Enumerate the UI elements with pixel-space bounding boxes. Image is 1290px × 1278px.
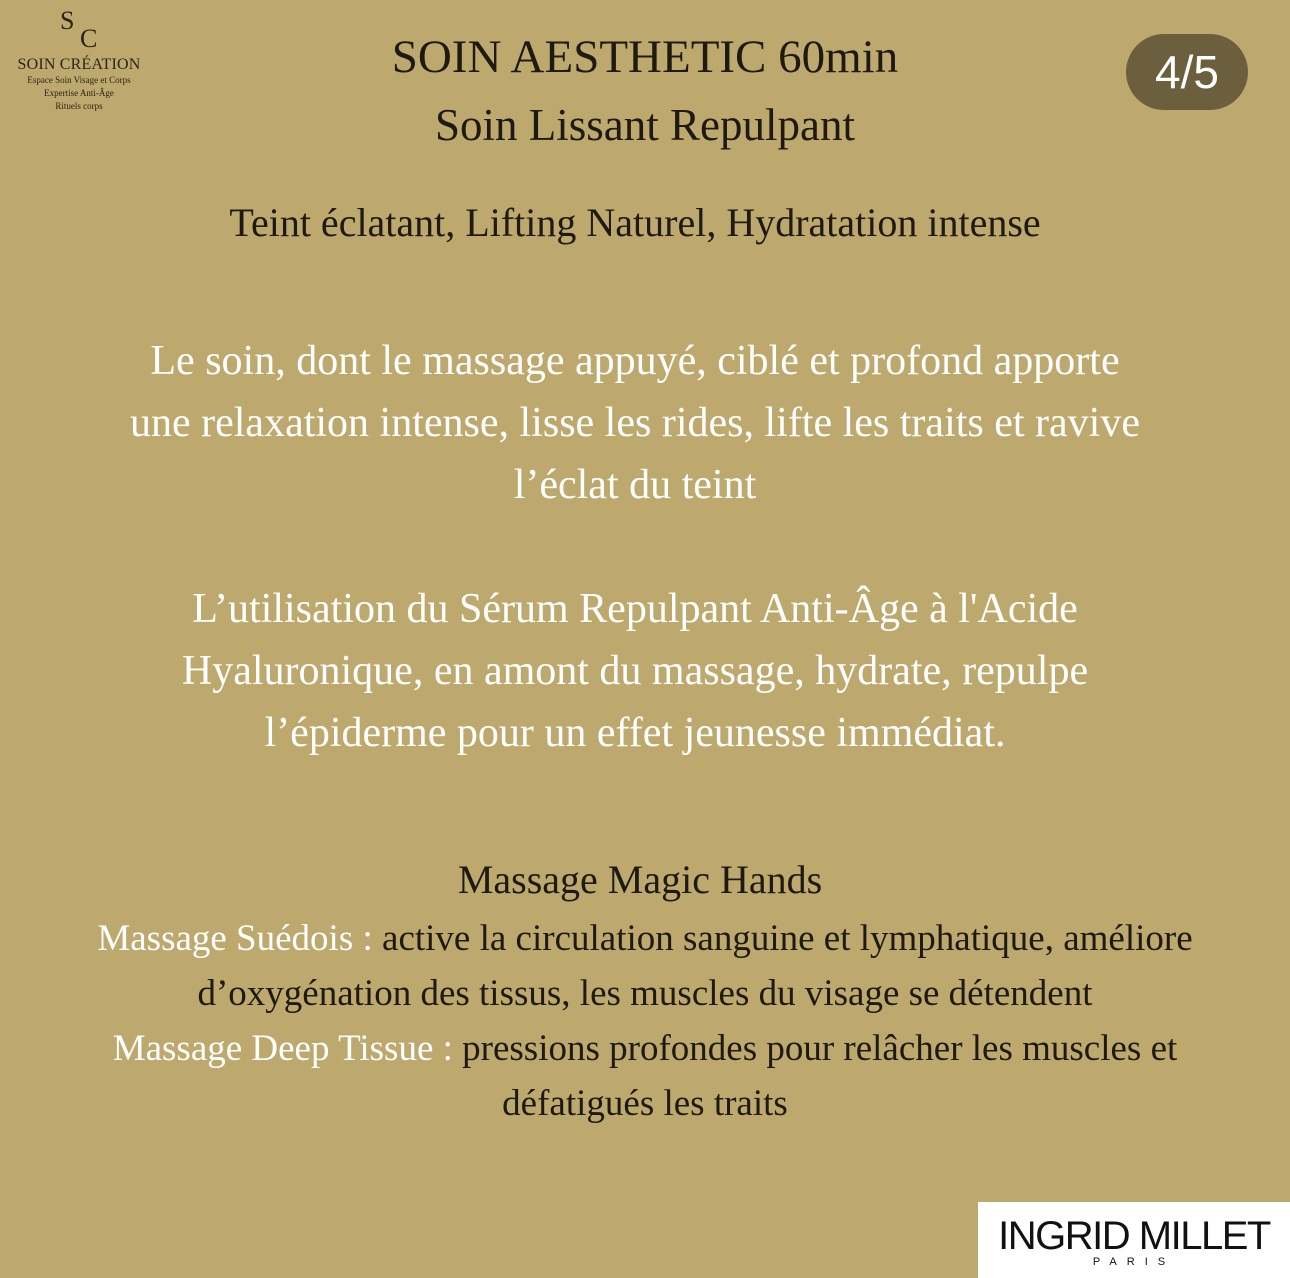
logo-tagline-2: Expertise Anti-Âge xyxy=(44,88,114,98)
massage-item-deep-tissue xyxy=(10,1021,1280,1131)
logo-brand-name: SOIN CRÉATION xyxy=(17,56,141,73)
paragraph-1-line-3: l’éclat du teint xyxy=(513,462,757,508)
massage-item-description-cont: d’oxygénation des tissus, les muscles du visage se détendent xyxy=(197,973,1093,1014)
massage-item-suedois xyxy=(10,911,1280,1021)
massage-item-name: Massage Suédois : xyxy=(97,918,383,959)
page-counter-badge: 4/5 xyxy=(1126,34,1248,110)
paragraph-2-line-3: l’épiderme pour un effet jeunesse immédiat. xyxy=(264,710,1006,756)
partner-brand-city: PARIS xyxy=(1092,1256,1176,1268)
paragraph-1-line-2: une relaxation intense, lisse les rides, lifte les traits et ravive xyxy=(129,400,1140,446)
partner-brand-name: INGRID MILLET xyxy=(998,1214,1270,1258)
paragraph-1-line-1: Le soin, dont le massage appuyé, ciblé et profond apporte xyxy=(150,338,1120,384)
massage-section-title: Massage Magic Hands xyxy=(457,857,823,902)
description-paragraph-1 xyxy=(0,330,1270,516)
massage-item-line xyxy=(10,911,1280,966)
massage-item-description: active la circulation sanguine et lymphatique, améliore xyxy=(382,918,1193,959)
monogram-s: S xyxy=(60,6,75,35)
page-title: SOIN AESTHETIC 60min xyxy=(391,31,899,83)
massage-item-description: pressions profondes pour relâcher les muscles et xyxy=(462,1028,1178,1069)
page-subtitle: Soin Lissant Repulpant xyxy=(435,100,855,150)
monogram-c: C xyxy=(80,24,98,53)
massage-item-description-cont: défatigués les traits xyxy=(502,1083,788,1124)
massage-item-line xyxy=(10,1021,1280,1076)
massage-item-name: Massage Deep Tissue : xyxy=(112,1028,463,1069)
paragraph-2-line-1: L’utilisation du Sérum Repulpant Anti-Âge à l'Acide xyxy=(192,586,1078,632)
description-paragraph-2 xyxy=(0,578,1270,764)
benefits-line: Teint éclatant, Lifting Naturel, Hydratation intense xyxy=(229,200,1041,245)
logo-tagline-1: Espace Soin Visage et Corps xyxy=(27,75,131,85)
ingrid-millet-logo xyxy=(978,1202,1290,1278)
paragraph-2-line-2: Hyaluronique, en amont du massage, hydrate, repulpe xyxy=(181,648,1089,694)
logo-tagline-3: Rituels corps xyxy=(55,101,103,111)
